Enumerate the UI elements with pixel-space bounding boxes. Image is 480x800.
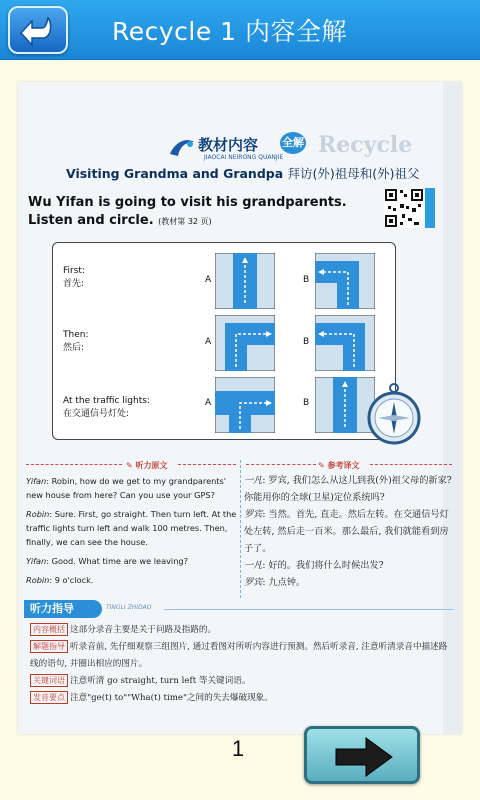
route-picture-2a <box>215 315 275 371</box>
task-line-1: Wu Yifan is going to visit his grandparents. <box>28 195 347 210</box>
dialog-chinese <box>244 472 454 591</box>
lesson-title <box>66 164 420 182</box>
textbook-page-image <box>18 82 462 734</box>
task-instructions <box>28 194 398 231</box>
column-divider <box>240 460 241 598</box>
compass-icon <box>366 382 422 446</box>
task-reference: (教材第 32 页) <box>158 217 212 226</box>
listening-guide-banner <box>24 600 164 618</box>
option-a-label: A <box>205 337 212 347</box>
listening-guide-label: 听力指导 <box>24 600 102 618</box>
dialog-line: Robin: Sure. First, go straight. Then turn left. At the traffic lights turn left and walk 100 metres. Then, finally, we can see the house. <box>26 509 237 547</box>
divider <box>164 609 454 610</box>
divider <box>178 464 236 465</box>
route-picture-1a <box>215 253 275 309</box>
dialog-english <box>26 474 238 592</box>
qr-tag <box>425 188 435 228</box>
back-arrow-icon <box>18 12 58 50</box>
reference-translation-heading: ✎ 参考译文 <box>318 461 360 470</box>
next-arrow-icon <box>332 735 396 779</box>
title-bar <box>0 0 480 60</box>
listening-script-heading: ✎ 听力原文 <box>126 461 168 470</box>
lesson-title-cn: 拜访(外)祖母和(外)祖父 <box>287 166 420 181</box>
dialog-line: 一凡: 罗宾, 我们怎么从这儿到我(外)祖父母的新家? 你能用你的全球(卫星)定位系统吗? <box>244 475 452 503</box>
row-label-2: Then: 然后: <box>63 330 89 353</box>
dialog-line: 罗宾: 九点钟。 <box>244 577 306 588</box>
route-picture-1b <box>315 253 375 309</box>
option-b-label: B <box>303 337 310 347</box>
ghost-watermark-text: Recycle <box>318 132 413 158</box>
dialog-line: 一凡: 好的。我们将什么时候出发? <box>244 560 384 571</box>
section-logo <box>168 134 318 162</box>
option-a-label: A <box>205 398 212 408</box>
dialog-line: Yifan: Good. What time are we leaving? <box>26 556 188 566</box>
option-a-label: A <box>205 275 212 285</box>
guide-item: 发音要点 注意"ge(t) to""Wha(t) time"之间的失去爆破现象。 <box>30 690 454 707</box>
listening-guide-body <box>30 622 454 707</box>
dialog-line: 罗宾: 当然。首先, 直走。然后左转。在交通信号灯处左转, 然后走一百米。那么最后, 我们就能看到房子了。 <box>244 509 449 554</box>
row-label-3: At the traffic lights: 在交通信号灯处: <box>63 396 150 419</box>
listening-exercise <box>52 242 396 440</box>
logo-badge: 全解 <box>280 132 306 154</box>
page-number: 1 <box>231 736 245 761</box>
headphone-icon: ✎ <box>126 461 136 470</box>
guide-item: 关键词语 注意听清 go straight, turn left 等关键词语。 <box>30 673 454 690</box>
book-icon: ✎ <box>318 461 328 470</box>
divider <box>26 464 122 465</box>
listening-guide-subtitle: TINGLI ZHIDAO <box>106 604 152 611</box>
dialog-line: Yifan: Robin, how do we get to my grandparents' new house from here? Can you use your GPS? <box>26 476 227 500</box>
guide-item: 内容概括 这部分录音主要是关于问路及指路的。 <box>30 622 454 639</box>
next-page-button[interactable] <box>304 726 420 784</box>
lesson-title-en: Visiting Grandma and Grandpa <box>66 166 284 181</box>
option-b-label: B <box>303 275 310 285</box>
logo-swirl-icon <box>168 136 196 160</box>
qr-code-icon <box>384 188 424 228</box>
task-line-2: Listen and circle. <box>28 213 154 228</box>
option-b-label: B <box>303 398 310 408</box>
back-button[interactable] <box>8 6 68 54</box>
logo-title: 教材内容 <box>198 136 259 154</box>
logo-subtitle: JIAOCAI NEIRONG QUANJIE <box>204 154 284 161</box>
divider <box>370 464 452 465</box>
row-label-1: First: 首先: <box>63 266 85 289</box>
guide-item: 解题指导 听录音前, 先仔细观察三组图片, 通过看图对所听内容进行预测。然后听录音, 注意听清录音中描述路线的语句, 并圈出相应的图片。 <box>30 642 448 669</box>
page-title: Recycle 1 内容全解 <box>112 17 348 46</box>
route-picture-3a <box>215 377 275 433</box>
route-picture-2b <box>315 315 375 371</box>
dialog-line: Robin: 9 o'clock. <box>26 575 94 585</box>
divider <box>246 464 316 465</box>
